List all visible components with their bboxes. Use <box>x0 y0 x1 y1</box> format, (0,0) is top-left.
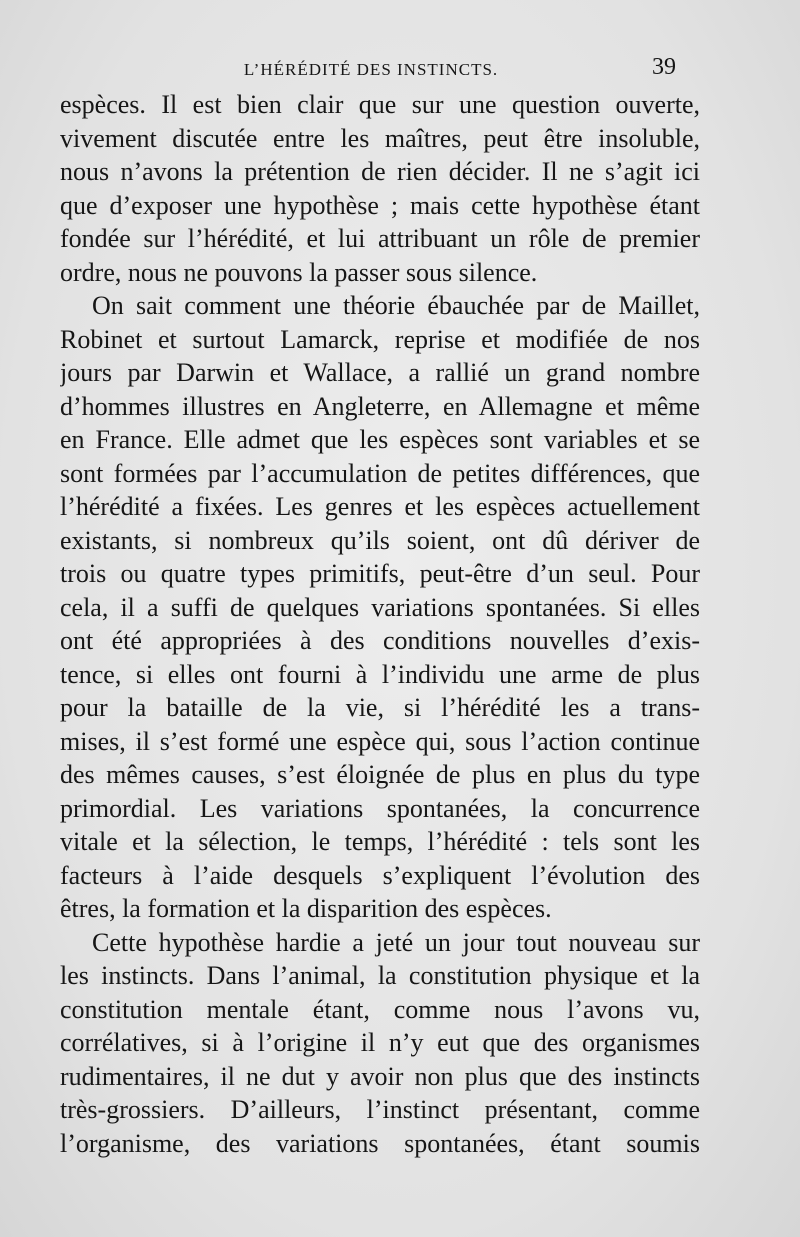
text-line: vivement discutée entre les maîtres, peut être insoluble, <box>60 123 700 153</box>
text-line: nous n’avons la prétention de rien décider. Il ne s’agit ici <box>60 157 700 186</box>
text-line: cela, il a suffi de quelques variations spontanées. Si elles <box>60 592 700 622</box>
page-header <box>60 52 682 84</box>
text-line: Robinet et surtout Lamarck, reprise et modifiée de nos <box>60 324 700 354</box>
text-line: pour la bataille de la vie, si l’hérédité les a trans- <box>60 693 700 722</box>
text-line: mises, il s’est formé une espèce qui, sous l’action continue <box>60 726 700 756</box>
text-line: corrélatives, si à l’origine il n’y eut que des organismes <box>60 1028 700 1057</box>
text-line: êtres, la formation et la disparition des espèces. <box>60 894 552 923</box>
text-line: jours par Darwin et Wallace, a rallié un grand nombre <box>60 358 700 387</box>
text-line: l’hérédité a fixées. Les genres et les espèces actuellement <box>60 492 700 521</box>
text-line: vitale et la sélection, le temps, l’hérédité : tels sont les <box>60 827 700 856</box>
text-line: que d’exposer une hypothèse ; mais cette hypothèse étant <box>60 190 700 220</box>
text-line: d’hommes illustres en Angleterre, en Allemagne et même <box>60 391 700 421</box>
text-line: existants, si nombreux qu’ils soient, ont dû dériver de <box>60 525 700 555</box>
text-line: constitution mentale étant, comme nous l’avons vu, <box>60 994 700 1024</box>
text-line: tence, si elles ont fourni à l’individu une arme de plus <box>60 659 700 689</box>
text-line: l’organisme, des variations spontanées, étant soumis <box>60 1128 700 1158</box>
text-line: les instincts. Dans l’animal, la constitution physique et la <box>60 961 700 990</box>
text-line: facteurs à l’aide desquels s’expliquent l’évolution des <box>60 860 700 890</box>
text-line: espèces. Il est bien clair que sur une question ouverte, <box>60 90 700 119</box>
text-line: Cette hypothèse hardie a jeté un jour tout nouveau sur <box>92 927 700 957</box>
text-line: en France. Elle admet que les espèces sont variables et se <box>60 425 700 454</box>
text-line: primordial. Les variations spontanées, la concurrence <box>60 793 700 823</box>
page-number: 39 <box>652 54 676 80</box>
text-line: On sait comment une théorie ébauchée par de Maillet, <box>92 291 700 320</box>
text-line: trois ou quatre types primitifs, peut-être d’un seul. Pour <box>60 559 700 588</box>
text-line: ordre, nous ne pouvons la passer sous silence. <box>60 257 538 287</box>
text-line: rudimentaires, il ne dut y avoir non plus que des instincts <box>60 1061 700 1091</box>
text-line: des mêmes causes, s’est éloignée de plus en plus du type <box>60 760 700 789</box>
text-line: ont été appropriées à des conditions nouvelles d’exis- <box>60 626 700 655</box>
text-line: sont formées par l’accumulation de petites différences, que <box>60 458 700 488</box>
body-text <box>60 88 700 1160</box>
text-line: très-grossiers. D’ailleurs, l’instinct présentant, comme <box>60 1095 700 1124</box>
running-head: L’HÉRÉDITÉ DES INSTINCTS. <box>243 60 499 79</box>
text-line: fondée sur l’hérédité, et lui attribuant un rôle de premier <box>60 224 700 253</box>
